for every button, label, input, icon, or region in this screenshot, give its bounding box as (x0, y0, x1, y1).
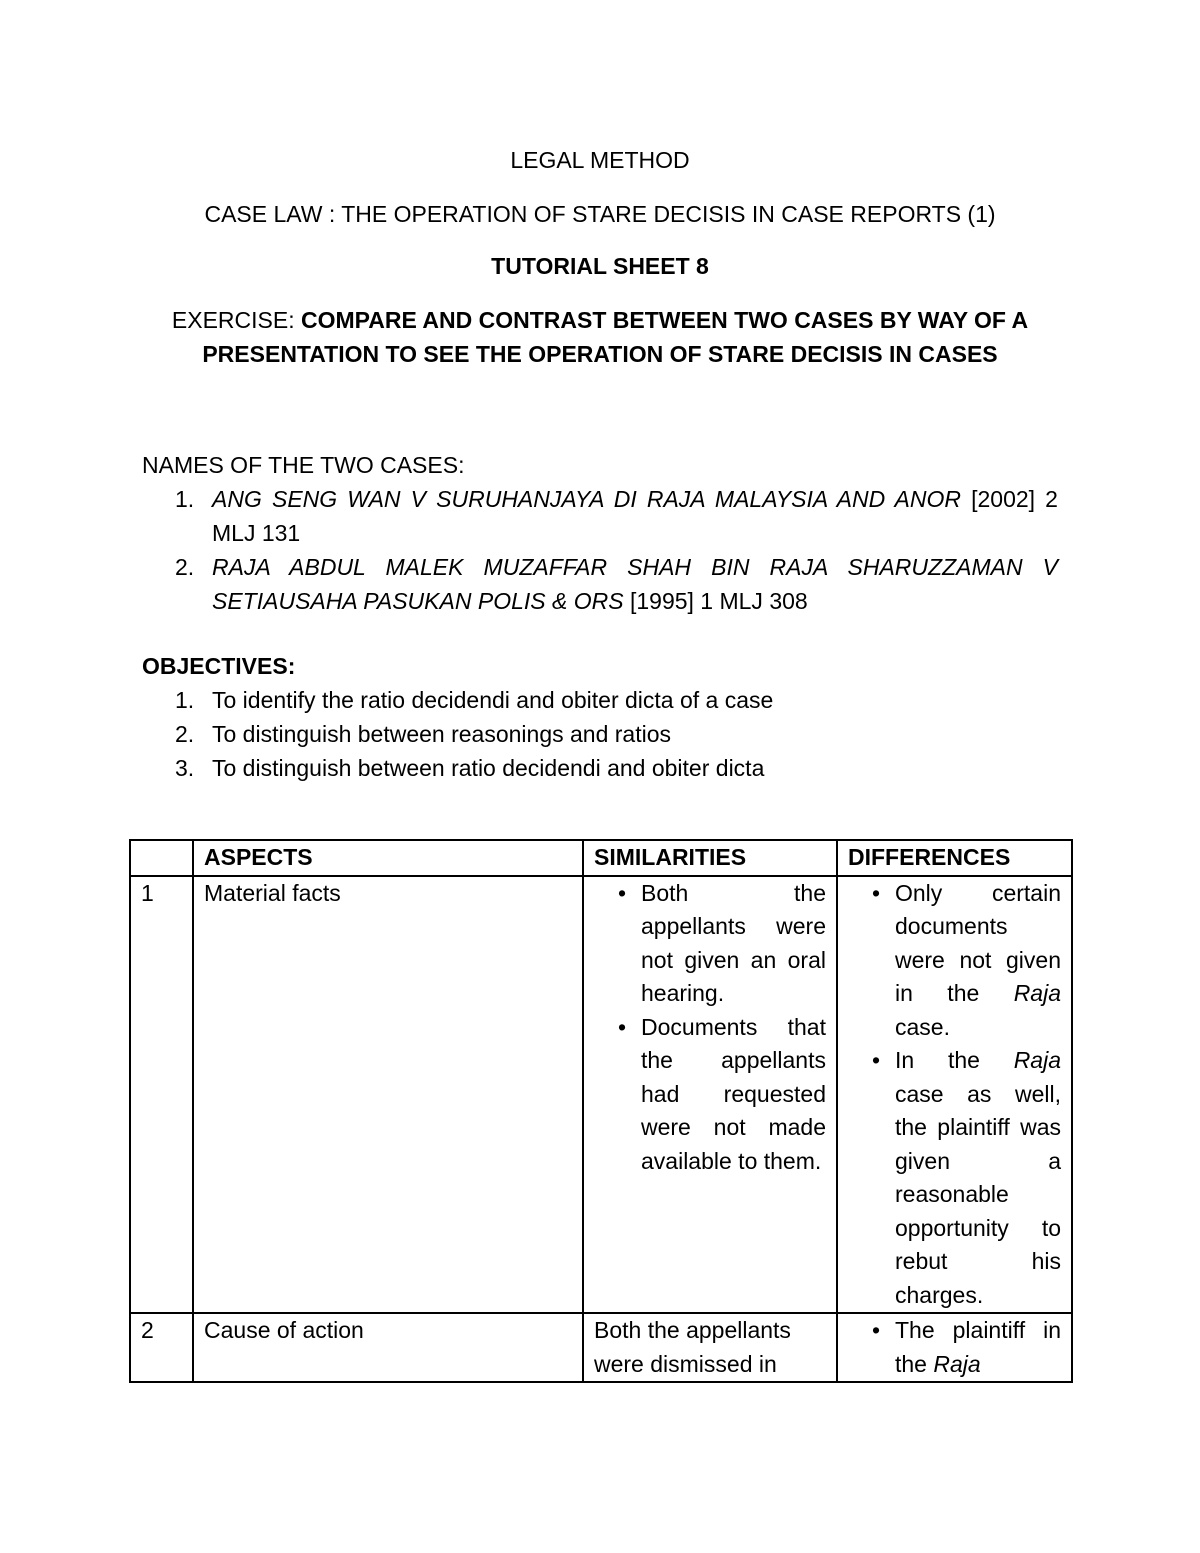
objective-item (142, 751, 1058, 785)
objectives-list (142, 683, 1058, 785)
column-header-aspects: ASPECTS (193, 840, 583, 876)
exercise-text-line1: COMPARE AND CONTRAST BETWEEN TWO CASES BY WAY OF A (301, 307, 1029, 333)
objective-text: To distinguish between ratio decidendi and obiter dicta (212, 755, 765, 781)
difference-text: Only certain documents were not given in the (895, 879, 1061, 1006)
table-row (130, 1313, 1072, 1382)
difference-item (848, 1044, 1061, 1312)
objective-number: 2. (175, 721, 195, 747)
similarity-item: • Documents that the appellants had requested were not made available to them. (594, 1011, 826, 1179)
differences-list (848, 877, 1061, 1313)
differences-list (848, 1314, 1061, 1381)
cases-heading: NAMES OF THE TWO CASES: (142, 452, 465, 478)
table-header-row (130, 840, 1072, 876)
case-item (142, 550, 1058, 618)
cases-section (142, 448, 1058, 618)
objectives-heading: OBJECTIVES: (142, 653, 296, 679)
objective-number: 1. (175, 687, 195, 713)
case-name: RAJA ABDUL MALEK MUZAFFAR SHAH BIN RAJA SHARUZZAMAN V SETIAUSAHA PASUKAN POLIS & ORS (212, 554, 1058, 614)
cases-list (142, 482, 1058, 618)
document-title: LEGAL METHOD (510, 147, 690, 173)
case-item (142, 482, 1058, 550)
case-number: 2. (175, 554, 195, 580)
row-number: 2 (130, 1313, 193, 1382)
row-aspect: Cause of action (193, 1313, 583, 1382)
similarities-list (594, 877, 826, 1179)
row-number: 1 (130, 876, 193, 1314)
difference-text: In the (895, 1047, 1014, 1073)
objective-number: 3. (175, 755, 195, 781)
case-citation: [2002] 2 MLJ 131 (212, 486, 1058, 546)
tutorial-sheet-label: TUTORIAL SHEET 8 (491, 253, 709, 279)
difference-item (848, 877, 1061, 1045)
exercise-heading (0, 303, 1200, 337)
comparison-table (129, 839, 1073, 1383)
difference-text: case. (895, 1013, 950, 1040)
exercise-text-line2: PRESENTATION TO SEE THE OPERATION OF STARE DECISIS IN CASES (202, 341, 998, 367)
document-subtitle: CASE LAW : THE OPERATION OF STARE DECISIS IN CASE REPORTS (1) (204, 201, 996, 227)
difference-case-name: Raja (1013, 980, 1061, 1006)
objective-text: To identify the ratio decidendi and obiter dicta of a case (212, 687, 774, 713)
objective-item (142, 683, 1058, 717)
row-aspect: Material facts (193, 876, 583, 1314)
difference-text: case as well, the plaintiff was given a reasonable opportunity to rebut his charges. (895, 1080, 1061, 1308)
case-number: 1. (175, 486, 195, 512)
case-name: ANG SENG WAN V SURUHANJAYA DI RAJA MALAYSIA AND ANOR (212, 486, 961, 512)
difference-item (848, 1314, 1061, 1381)
objective-item (142, 717, 1058, 751)
column-header-similarities: SIMILARITIES (583, 840, 837, 876)
table-row (130, 876, 1072, 1314)
difference-text: The plaintiff in the (895, 1317, 1061, 1377)
case-citation: [1995] 1 MLJ 308 (623, 588, 808, 614)
objectives-section (142, 649, 1058, 785)
difference-case-name: Raja (933, 1350, 981, 1377)
similarity-item: • Both the appellants were not given an oral hearing. (594, 877, 826, 1011)
column-header-number (130, 840, 193, 876)
row-similarities: Both the appellants were dismissed in (583, 1313, 837, 1382)
objective-text: To distinguish between reasonings and ratios (212, 721, 672, 747)
row-similarities (583, 876, 837, 1314)
difference-case-name: Raja (1013, 1047, 1061, 1073)
exercise-prefix: EXERCISE: (171, 307, 301, 333)
column-header-differences: DIFFERENCES (837, 840, 1072, 876)
row-differences (837, 876, 1072, 1314)
row-differences (837, 1313, 1072, 1382)
